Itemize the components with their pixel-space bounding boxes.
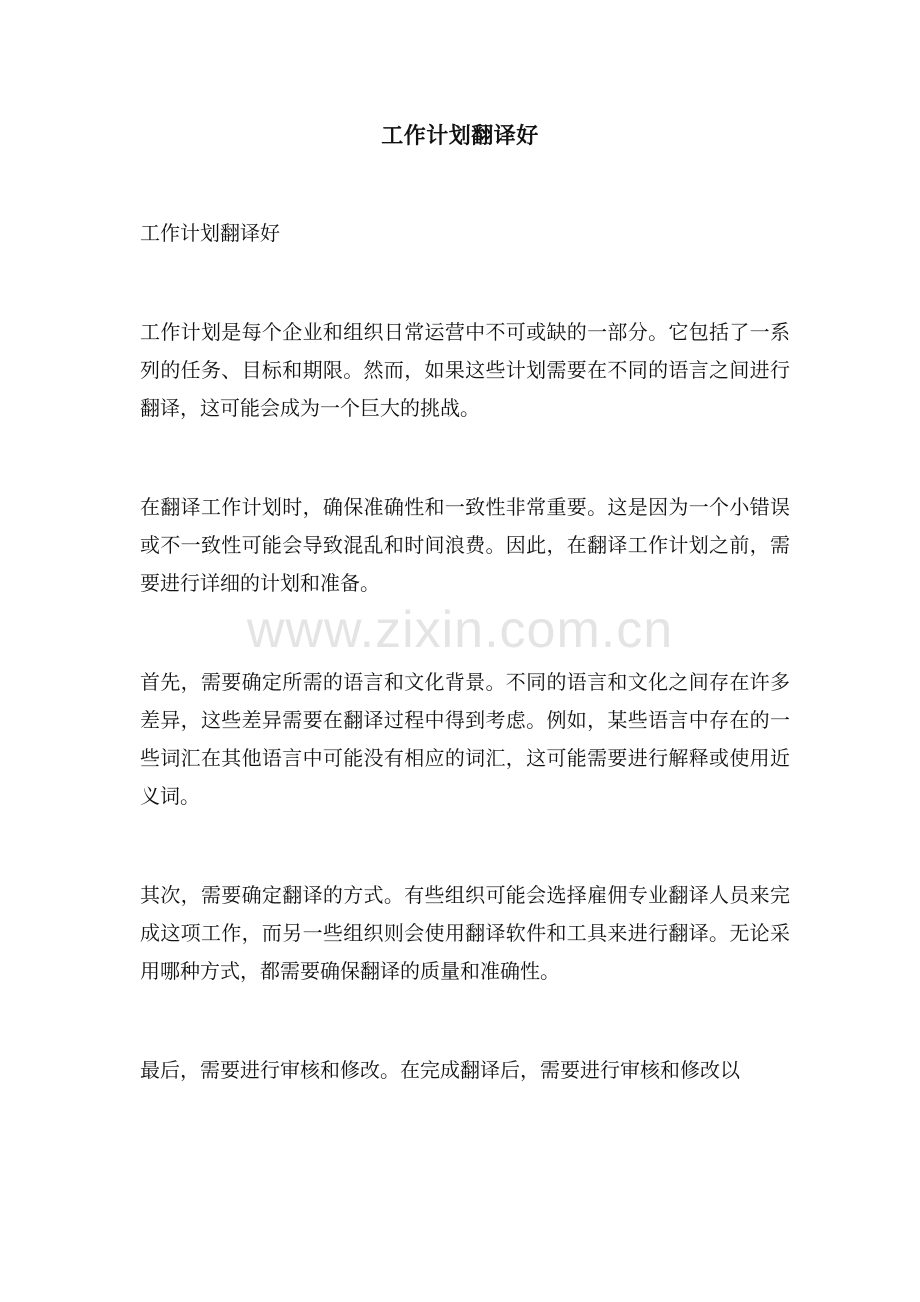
paragraph-4: 其次，需要确定翻译的方式。有些组织可能会选择雇佣专业翻译人员来完成这项工作，而另一些组织则会使用翻译软件和工具来进行翻译。无论采用哪种方式，都需要确保翻译的质量和准确性。 xyxy=(140,883,790,983)
paragraph-3: 首先，需要确定所需的语言和文化背景。不同的语言和文化之间存在许多差异，这些差异需要在翻译过程中得到考虑。例如，某些语言中存在的一些词汇在其他语言中可能没有相应的词汇，这可能需要进行解释或使用近义词。 xyxy=(140,670,790,808)
paragraph-spacer xyxy=(140,602,790,663)
document-subtitle: 工作计划翻译好 xyxy=(140,221,280,245)
paragraph-spacer xyxy=(140,990,790,1051)
paragraph-2: 在翻译工作计划时，确保准确性和一致性非常重要。这是因为一个小错误或不一致性可能会导致混乱和时间浪费。因此，在翻译工作计划之前，需要进行详细的计划和准备。 xyxy=(140,495,790,595)
paragraph-5: 最后，需要进行审核和修改。在完成翻译后，需要进行审核和修改以 xyxy=(140,1058,740,1082)
paragraph-spacer xyxy=(140,815,790,876)
document-body xyxy=(140,214,790,1089)
paragraph-spacer xyxy=(140,252,790,313)
paragraph-spacer xyxy=(140,427,790,488)
paragraph-1: 工作计划是每个企业和组织日常运营中不可或缺的一部分。它包括了一系列的任务、目标和期限。然而，如果这些计划需要在不同的语言之间进行翻译，这可能会成为一个巨大的挑战。 xyxy=(140,320,790,420)
document-title: 工作计划翻译好 xyxy=(381,123,539,149)
watermark-text: www.zixin.com.cn xyxy=(246,601,674,659)
